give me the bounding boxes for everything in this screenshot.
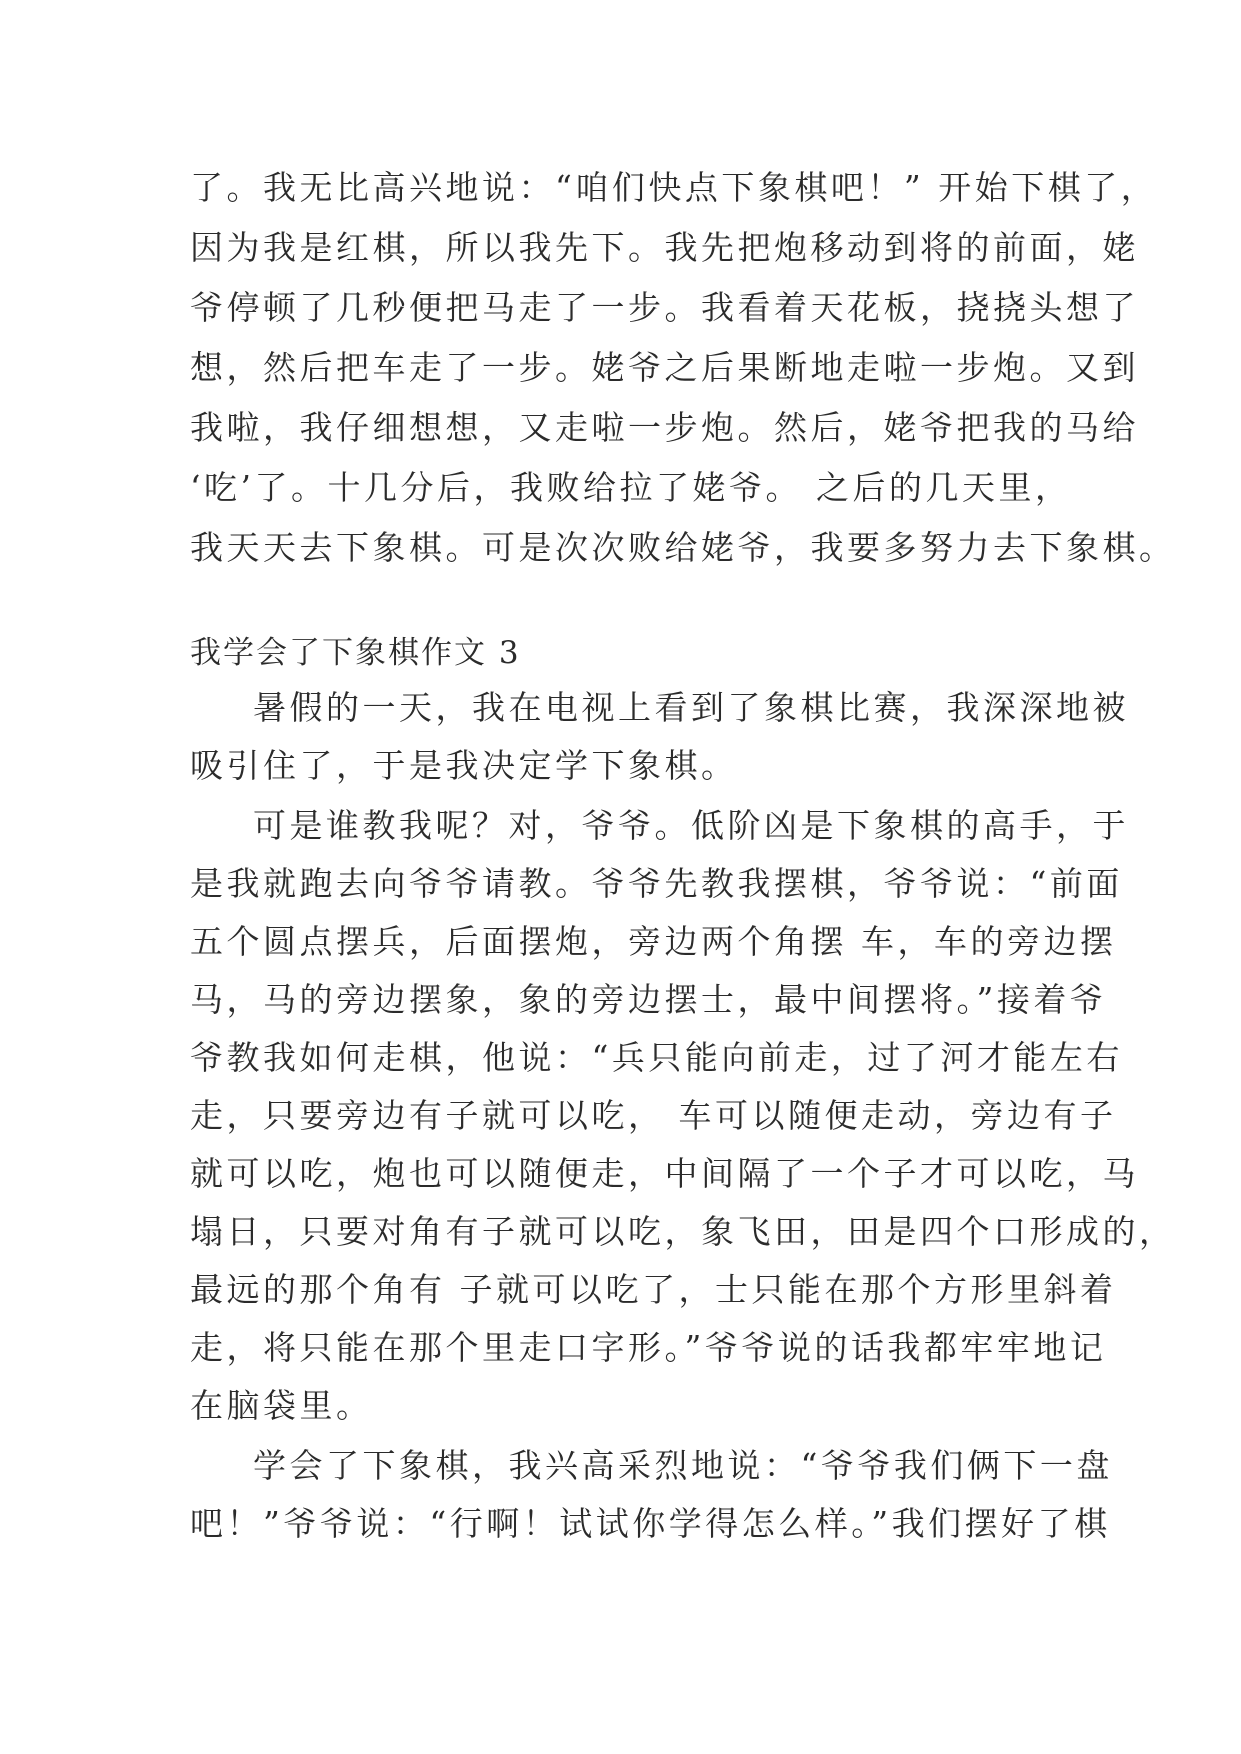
text-line: 五个圆点摆兵，后面摆炮，旁边两个角摆 车，车的旁边摆 xyxy=(190,922,1117,961)
text-line: 吧！”爷爷说：“行啊！试试你学得怎么样。”我们摆好了棋 xyxy=(190,1504,1111,1543)
text-line: 就可以吃，炮也可以随便走，中间隔了一个子才可以吃，马 xyxy=(190,1154,1139,1193)
text-line: 走，将只能在那个里走口字形。”爷爷说的话我都牢牢地记 xyxy=(190,1328,1107,1367)
text-line: 马，马的旁边摆象，象的旁边摆士，最中间摆将。”接着爷 xyxy=(190,980,1107,1019)
text-line: 塌日，只要对角有子就可以吃，象飞田，田是四个口形成的， xyxy=(190,1212,1176,1251)
text-line: 想，然后把车走了一步。姥爷之后果断地走啦一步炮。又到 xyxy=(190,348,1139,387)
text-line: 因为我是红棋，所以我先下。我先把炮移动到将的前面，姥 xyxy=(190,228,1139,267)
text-line: 暑假的一天，我在电视上看到了象棋比赛，我深深地被 xyxy=(253,688,1129,727)
text-line: 了。我无比高兴地说：“咱们快点下象棋吧！” 开始下棋了， xyxy=(190,168,1158,207)
text-line: 吸引住了，于是我决定学下象棋。 xyxy=(190,746,738,785)
text-line: 我天天去下象棋。可是次次败给姥爷，我要多努力去下象棋。 xyxy=(190,528,1176,567)
text-line: ‘吃’了。十几分后，我败给拉了姥爷。 之后的几天里， xyxy=(190,468,1072,507)
text-line: 爷停顿了几秒便把马走了一步。我看着天花板，挠挠头想了 xyxy=(190,288,1139,327)
text-line: 可是谁教我呢？对，爷爷。低阶凶是下象棋的高手，于 xyxy=(253,806,1129,845)
text-line: 走，只要旁边有子就可以吃， 车可以随便走动，旁边有子 xyxy=(190,1096,1117,1135)
text-line: 最远的那个角有 子就可以吃了，士只能在那个方形里斜着 xyxy=(190,1270,1117,1309)
text-line: 爷教我如何走棋，他说：“兵只能向前走，过了河才能左右 xyxy=(190,1038,1123,1077)
section-title: 我学会了下象棋作文 3 xyxy=(190,635,521,671)
text-line: 学会了下象棋，我兴高采烈地说：“爷爷我们俩下一盘 xyxy=(253,1446,1113,1485)
text-line: 我啦，我仔细想想，又走啦一步炮。然后，姥爷把我的马给 xyxy=(190,408,1139,447)
text-line: 在脑袋里。 xyxy=(190,1386,373,1425)
text-line: 是我就跑去向爷爷请教。爷爷先教我摆棋，爷爷说：“前面 xyxy=(190,864,1123,903)
